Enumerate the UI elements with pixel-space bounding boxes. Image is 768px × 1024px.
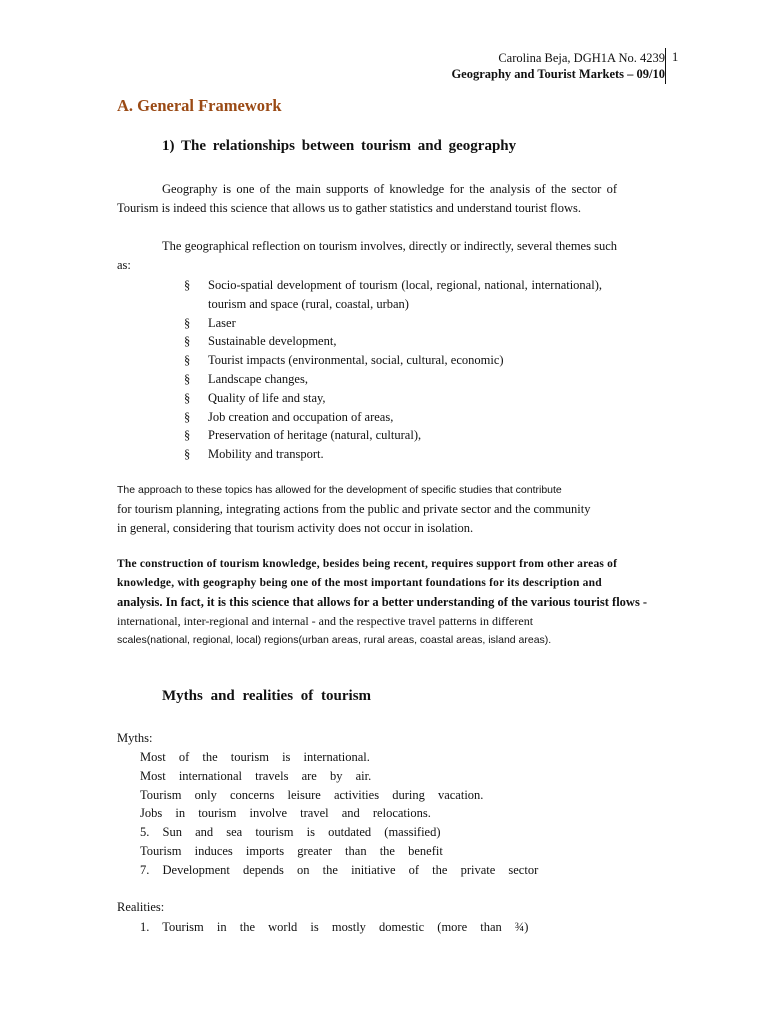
paragraph-geography: Geography is one of the main supports of knowledge for the analysis of the sector of Tourism is indeed this science that allows us to gather statistics and understand tourist flows.	[117, 182, 617, 215]
subsection-title: 1) The relationships between tourism and geography	[162, 138, 517, 154]
list-item: § Quality of life and stay,	[184, 390, 326, 405]
myths-label: Myths:	[117, 731, 153, 745]
list-item: § Preservation of heritage (natural, cultural),	[184, 428, 422, 443]
list-item: § Laser	[184, 315, 236, 330]
header-author: Carolina Beja, DGH1A No. 4239	[498, 51, 665, 65]
myths-list	[140, 748, 538, 880]
list-item: Tourism only concerns leisure activities during vacation.	[140, 787, 484, 802]
list-item: § Tourist impacts (environmental, social, cultural, economic)	[184, 353, 504, 368]
approach-line-3: in general, considering that tourism activity does not occur in isolation.	[117, 521, 474, 535]
header-divider	[665, 48, 666, 84]
list-item: § Socio-spatial development of tourism (local, regional, national, international), tourism and space (rural, coastal, urban)	[184, 278, 602, 311]
running-header	[451, 50, 665, 82]
header-course: Geography and Tourist Markets – 09/10	[451, 67, 665, 81]
paragraph-construction-tail	[117, 612, 717, 650]
list-item: 5. Sun and sea tourism is outdated (massified)	[140, 825, 441, 840]
paragraph-themes-intro: The geographical reflection on tourism involves, directly or indirectly, several themes such as:	[117, 239, 617, 272]
construction-line-1: The construction of tourism knowledge, besides being recent, requires support from other areas of	[117, 558, 618, 570]
construction-line-4: international, inter-regional and internal - and the respective travel patterns in different	[117, 614, 534, 628]
page-number: 1	[672, 50, 679, 64]
list-item: 1. Tourism in the world is mostly domestic (more than ¾)	[140, 920, 529, 934]
approach-line-2: for tourism planning, integrating actions from the public and private sector and the community	[117, 502, 591, 516]
construction-line-3: analysis. In fact, it is this science that allows for a better understanding of the various tourist flows -	[117, 595, 648, 609]
paragraph-construction	[117, 555, 717, 612]
list-item: § Mobility and transport.	[184, 447, 324, 462]
list-item: § Landscape changes,	[184, 371, 308, 386]
list-item: Most international travels are by air.	[140, 768, 372, 783]
approach-line-1: The approach to these topics has allowed for the development of specific studies that contribute	[117, 484, 562, 496]
realities-label: Realities:	[117, 900, 165, 914]
section-title: A. General Framework	[117, 96, 282, 115]
myths-title: Myths and realities of tourism	[162, 688, 372, 704]
themes-list	[184, 276, 602, 464]
list-item: Jobs in tourism involve travel and relocations.	[140, 806, 431, 821]
construction-line-5: scales(national, regional, local) regions(urban areas, rural areas, coastal areas, island areas).	[117, 634, 552, 646]
list-item: § Job creation and occupation of areas,	[184, 409, 394, 424]
list-item: Most of the tourism is international.	[140, 750, 370, 764]
paragraph-approach	[117, 481, 677, 538]
list-item: § Sustainable development,	[184, 334, 337, 349]
construction-line-2: knowledge, with geography being one of the most important foundations for its description and	[117, 577, 602, 589]
realities-list	[140, 918, 528, 937]
list-item: 7. Development depends on the initiative of the private sector	[140, 862, 539, 877]
list-item: Tourism induces imports greater than the benefit	[140, 843, 443, 858]
